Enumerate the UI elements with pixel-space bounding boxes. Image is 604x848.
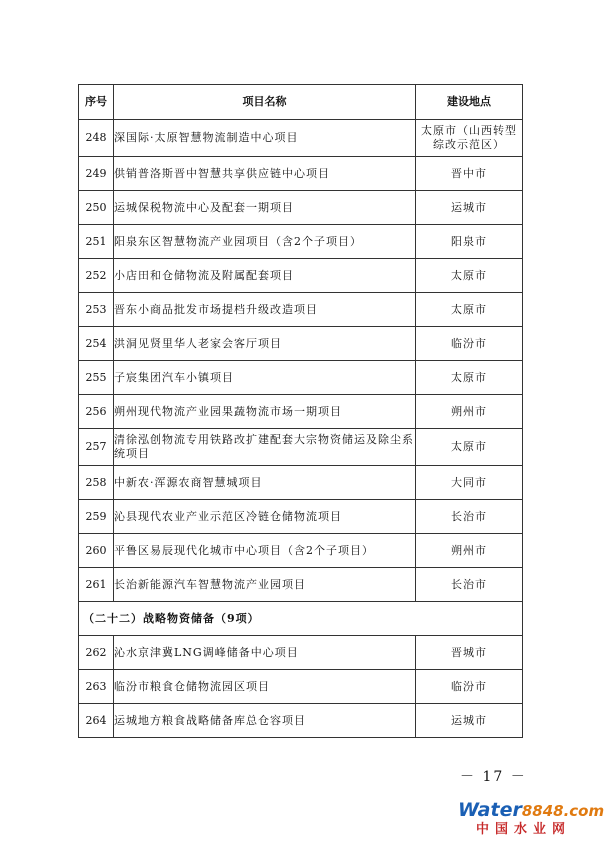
section-title: （二十二）战略物资储备（9项） [79,602,523,636]
watermark-logo [458,799,604,839]
row-number: 262 [79,636,114,670]
project-location: 朔州市 [416,395,523,429]
table-row [79,361,523,395]
row-number: 256 [79,395,114,429]
row-number: 264 [79,704,114,738]
project-location: 运城市 [416,191,523,225]
project-name: 运城保税物流中心及配套一期项目 [114,191,416,225]
watermark-tld: .com [563,802,604,820]
row-number: 263 [79,670,114,704]
project-location: 运城市 [416,704,523,738]
project-name: 长治新能源汽车智慧物流产业园项目 [114,568,416,602]
project-name: 运城地方粮食战略储备库总仓容项目 [114,704,416,738]
page-number: － 17 － [460,769,527,785]
project-location: 太原市 [416,259,523,293]
watermark-cn: 中国水业网 [476,822,572,837]
header-no: 序号 [79,85,114,120]
table-row [79,500,523,534]
table-row [79,636,523,670]
project-location: 晋中市 [416,157,523,191]
row-number: 261 [79,568,114,602]
project-name: 中新农·浑源农商智慧城项目 [114,466,416,500]
project-name: 阳泉东区智慧物流产业园项目（含2个子项目） [114,225,416,259]
row-number: 255 [79,361,114,395]
project-location: 晋城市 [416,636,523,670]
table-row [79,670,523,704]
table-row [79,327,523,361]
project-name: 沁县现代农业产业示范区冷链仓储物流项目 [114,500,416,534]
table-row [79,259,523,293]
project-location: 太原市 [416,429,523,466]
table-header-row [79,85,523,120]
project-location: 大同市 [416,466,523,500]
section-row [79,602,523,636]
table-row [79,225,523,259]
table-row [79,429,523,466]
table-row [79,704,523,738]
table-row [79,395,523,429]
project-name: 子宸集团汽车小镇项目 [114,361,416,395]
header-location: 建设地点 [416,85,523,120]
project-name: 深国际·太原智慧物流制造中心项目 [114,120,416,157]
row-number: 250 [79,191,114,225]
project-name: 清徐泓创物流专用铁路改扩建配套大宗物资储运及除尘系统项目 [114,429,416,466]
watermark-word: Water [458,799,522,821]
row-number: 251 [79,225,114,259]
row-number: 254 [79,327,114,361]
project-name: 晋东小商品批发市场提档升级改造项目 [114,293,416,327]
table-row [79,157,523,191]
row-number: 258 [79,466,114,500]
row-number: 253 [79,293,114,327]
row-number: 248 [79,120,114,157]
project-location: 长治市 [416,568,523,602]
project-name: 供销普洛斯晋中智慧共享供应链中心项目 [114,157,416,191]
project-location: 临汾市 [416,670,523,704]
table-row [79,466,523,500]
project-table [78,84,523,738]
row-number: 252 [79,259,114,293]
table-row [79,120,523,157]
project-name: 沁水京津冀LNG调峰储备中心项目 [114,636,416,670]
table-row [79,568,523,602]
project-location: 阳泉市 [416,225,523,259]
project-location: 朔州市 [416,534,523,568]
project-location: 长治市 [416,500,523,534]
header-name: 项目名称 [114,85,416,120]
project-name: 平鲁区易辰现代化城市中心项目（含2个子项目） [114,534,416,568]
row-number: 257 [79,429,114,466]
project-name: 小店田和仓储物流及附属配套项目 [114,259,416,293]
row-number: 260 [79,534,114,568]
project-location: 太原市（山西转型综改示范区） [416,120,523,157]
watermark-num: 8848 [521,802,564,820]
project-location: 临汾市 [416,327,523,361]
table-row [79,534,523,568]
row-number: 249 [79,157,114,191]
table-row [79,191,523,225]
row-number: 259 [79,500,114,534]
project-location: 太原市 [416,293,523,327]
project-name: 临汾市粮食仓储物流园区项目 [114,670,416,704]
project-name: 洪洞见贤里华人老家会客厅项目 [114,327,416,361]
table-row [79,293,523,327]
project-location: 太原市 [416,361,523,395]
project-name: 朔州现代物流产业园果蔬物流市场一期项目 [114,395,416,429]
